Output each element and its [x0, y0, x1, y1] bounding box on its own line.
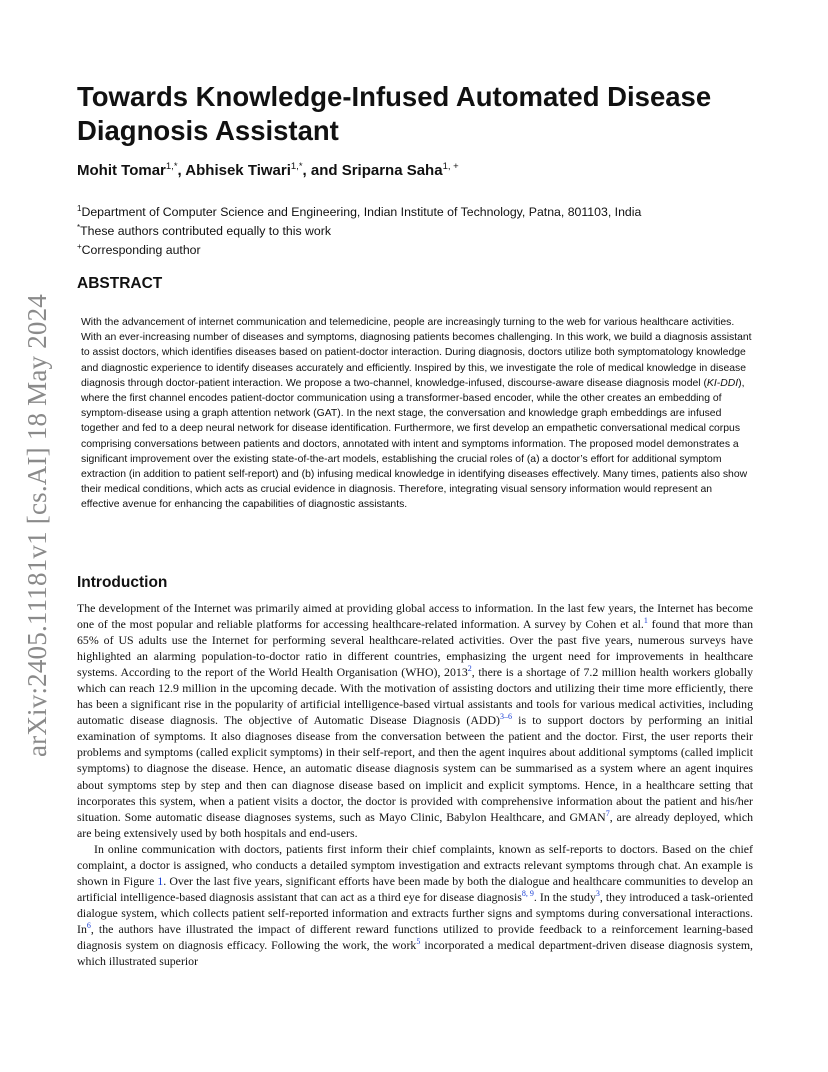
author-name: Mohit Tomar: [77, 162, 166, 179]
affiliation-line: [77, 220, 777, 239]
author-list: [77, 161, 459, 179]
paper-title: Towards Knowledge-Infused Automated Disease Diagnosis Assistant: [77, 81, 712, 146]
citation-link[interactable]: 3–6: [499, 712, 512, 722]
affiliations: [77, 201, 777, 258]
author-affiliation-mark: 1, +: [442, 161, 459, 172]
model-name: KI-DDI: [706, 377, 739, 389]
author-separator: ,: [177, 162, 186, 179]
affiliation-mark: +: [77, 242, 82, 251]
abstract-text: With the advancement of internet communication and telemedicine, people are increasingly turning to the web for various healthcare activities. With an ever-increasing number of diseases and symptoms, diagnosing patients becomes challenging. In this work, we build a diagnosis assistant to assist doctors, which identifies diseases based on patient-doctor interaction. During diagnosis, doctors utilize both symptomatology knowledge and diagnostic experience to identify diseases accurately and efficiently. Inspired by this, we investigate the role of medical knowledge in disease diagnosis through doctor-patient interaction. We propose a two-channel, knowledge-infused, discourse-aware disease diagnosis model (: [81, 317, 752, 389]
affiliation-text: Department of Computer Science and Engineering, Indian Institute of Technology, Patna, 801103, India: [81, 205, 642, 219]
paragraph-text: . In the study: [533, 889, 596, 904]
author-name: Sriparna Saha: [341, 162, 443, 179]
citation-link[interactable]: 3: [595, 888, 600, 898]
citation-link[interactable]: 6: [86, 920, 91, 930]
author-affiliation-mark: 1,*: [165, 161, 178, 172]
paragraph-text: , are already deployed, which are being extensively used by both hospitals and end-users.: [77, 809, 753, 840]
paragraph-text: , the authors have illustrated the impact of different reward functions utilized to provide feedback to a reinforcement learning-based diagnosis system on diagnosis efficacy. Following the work, the work: [77, 921, 753, 952]
paragraph-text: incorporated a medical department-driven disease diagnosis system, which illustrated superior: [77, 937, 753, 969]
author-affiliation-mark: 1,*: [290, 161, 303, 172]
affiliation-text: Corresponding author: [81, 243, 201, 257]
introduction-body: [77, 600, 753, 969]
author-name: Abhisek Tiwari: [185, 162, 291, 179]
abstract-text: ), where the first channel encodes patient-doctor communication using a transformer-based encoder, while the other creates an embedding of symptom-disease using a graph attention network (GAT). In the next stage, the conversation and knowledge graph embeddings are infused together and fed to a deep neural network for disease identification. Furthermore, we first develop an empathetic conversational medical corpus comprising conversations between patients and doctors, annotated with intent and symptoms information. The proposed model demonstrates a significant improvement over the existing state-of-the-art models, establishing the crucial roles of (a) a doctor’s effort for additional symptom extraction (in addition to patient self-report) and (b) infusing medical knowledge in identifying diseases effectively. Many times, patients also show their medical conditions, which acts as crucial evidence in diagnosis. Therefore, integrating visual sensory information would represent an effective avenue for enhancing the capabilities of diagnostic assistants.: [81, 377, 748, 511]
paragraph-text: . Over the last five years, significant efforts have been made by both the dialogue and healthcare communities to develop an artificial intelligence-based diagnosis assistant that can act as a third eye for disease diagnosis: [77, 873, 753, 904]
paragraph-text: In online communication with doctors, patients first inform their chief complaints, known as self-reports to doctors. Based on the chief complaint, a doctor is assigned, who conducts a detailed symptom investigation and extracts relevant symptoms through chat. An example is shown in Figure: [77, 841, 753, 888]
arxiv-stamp-text: arXiv:2405.11181v1 [cs.AI] 18 May 2024: [22, 293, 53, 757]
abstract-heading: ABSTRACT: [77, 275, 163, 292]
citation-link[interactable]: 7: [605, 808, 610, 818]
paragraph-text: found that more than 65% of US adults use the Internet for performing several healthcare-related activities. Over the past five years, numerous surveys have highlighted an alarming population-to-doctor ratio in different countries, emphasizing the urgent need for improvements in healthcare systems. According to the report of the World Health Organisation (WHO), 2013: [77, 617, 753, 680]
citation-link[interactable]: 5: [416, 936, 421, 946]
arxiv-stamp: [20, 290, 56, 760]
citation-link[interactable]: 1: [643, 616, 648, 626]
affiliation-line: [77, 239, 777, 258]
paragraph: [77, 841, 753, 969]
citation-link[interactable]: 2: [467, 664, 472, 674]
affiliation-mark: *: [77, 223, 81, 232]
affiliation-line: [77, 201, 777, 220]
author-separator: , and: [302, 162, 342, 179]
citation-link[interactable]: 8, 9: [521, 888, 534, 898]
paragraph-text: is to support doctors by performing an initial examination of symptoms. It also diagnoses disease from the conversation between the patient and the doctor. First, the user reports their problems and symptoms (called explicit symptoms) in their self-report, and then the agent inquires about additional symptoms (called implicit symptoms) to diagnose the disease. Hence, an automatic disease diagnosis system can be summarised as a system where an agent inquires about symptoms step by step and then can diagnose disease based on implicit and explicit symptoms. Hence, in a healthcare setting that incorporates this system, when a patient visits a doctor, the doctor is provided with comprehensive information about the patient and his/her situation. Some automatic disease diagnoses systems, such as Mayo Clinic, Babylon Healthcare, and GMAN: [77, 713, 753, 824]
section-heading-introduction: Introduction: [77, 574, 168, 591]
affiliation-text: These authors contributed equally to this work: [80, 224, 331, 238]
affiliation-mark: 1: [77, 204, 82, 213]
figure-link[interactable]: 1: [157, 873, 164, 888]
paragraph-text: The development of the Internet was primarily aimed at providing global access to information. In the last few years, the Internet has become one of the most popular and reliable platforms for accessing healthcare-related information. A survey by Cohen et al.: [77, 601, 753, 632]
paragraph: [77, 600, 753, 841]
abstract-body: [81, 315, 753, 513]
paragraph-text: , there is a shortage of 7.2 million health workers globally which can reach 12.9 million in the upcoming decade. With the motivation of assisting doctors and utilizing their time more efficiently, there has been a significant rise in the popularity of artificial intelligence-based virtual assistants and tools for various medical activities, including automatic disease diagnosis. The objective of Automatic Disease Diagnosis (ADD): [77, 665, 753, 728]
paragraph-text: , they introduced a task-oriented dialogue system, which collects patient self-reported information and extracts further signs and symptoms during conversational interactions. In: [77, 889, 754, 936]
